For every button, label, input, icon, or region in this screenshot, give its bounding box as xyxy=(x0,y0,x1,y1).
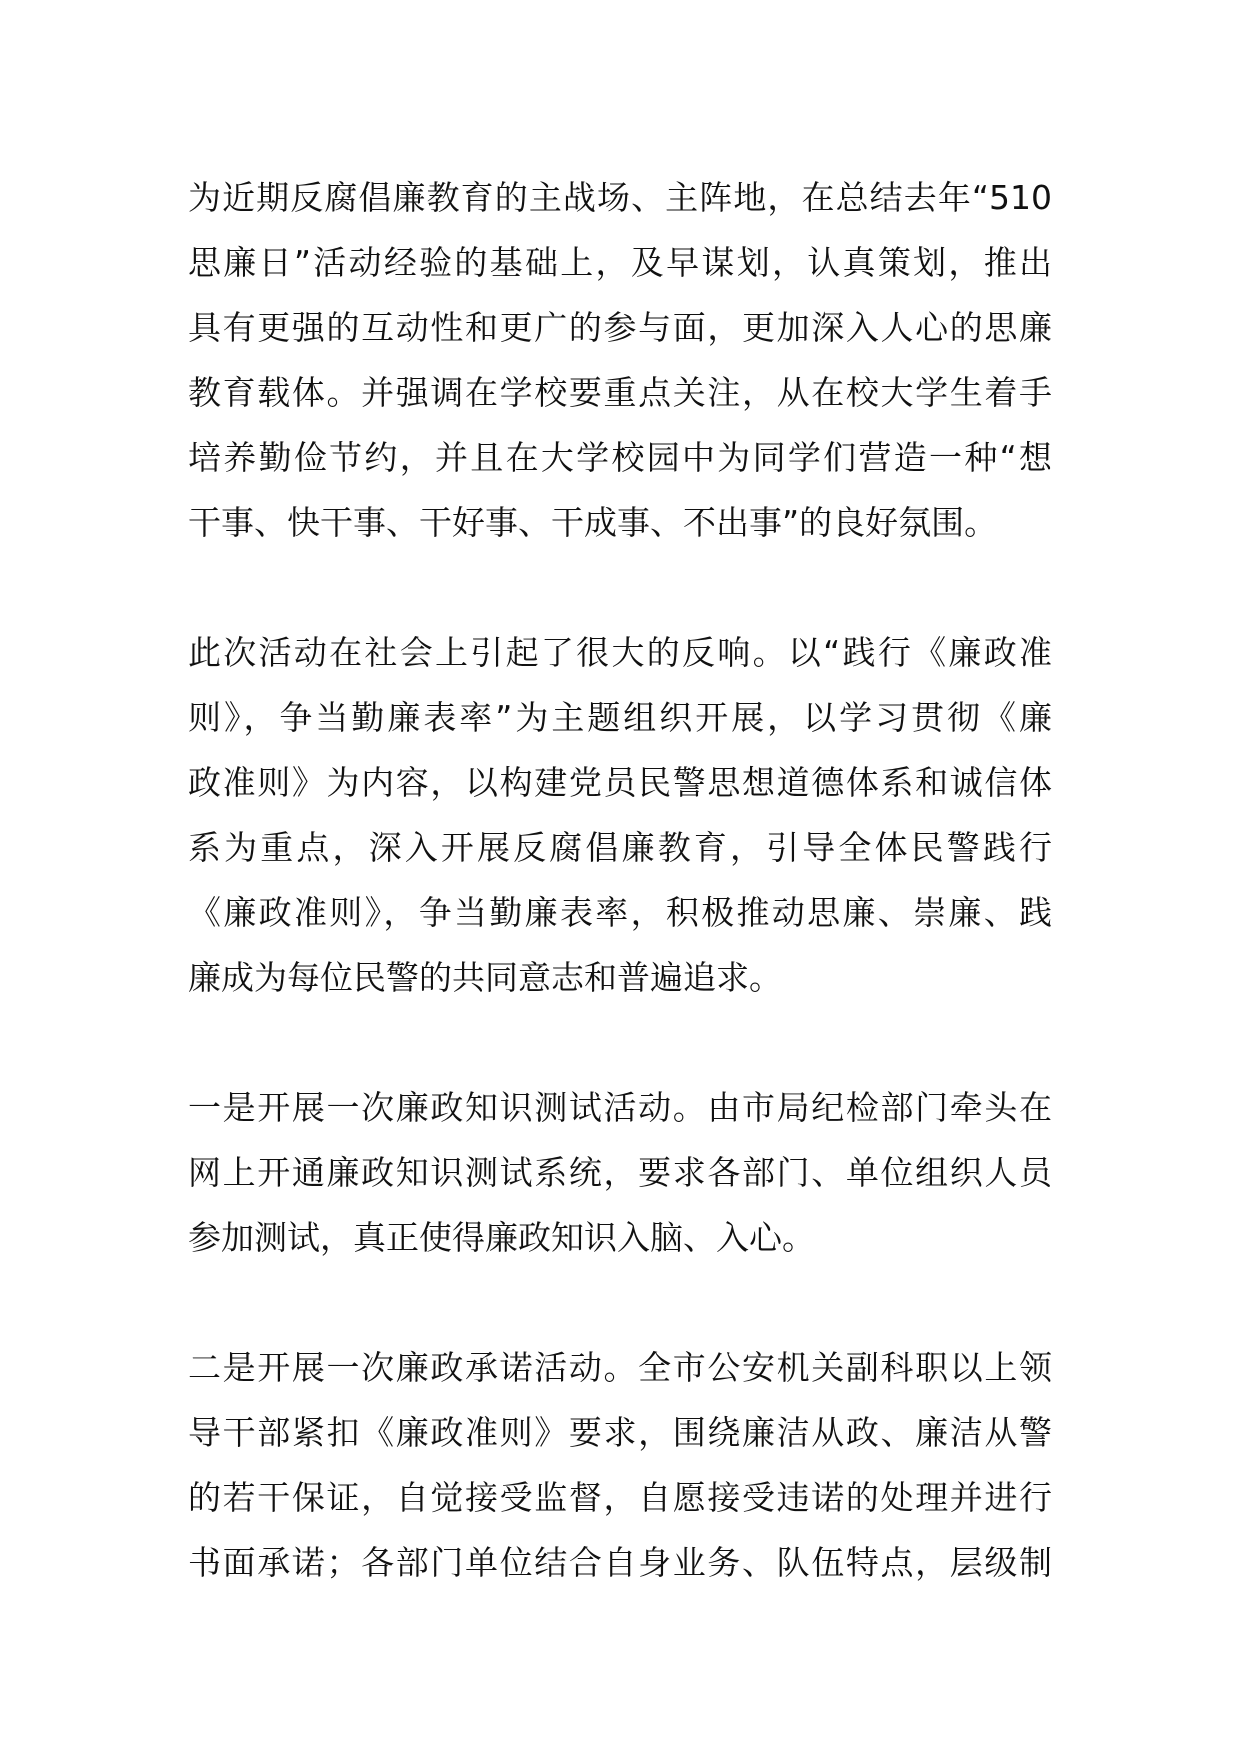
text-line: 干事、快干事、干好事、干成事、不出事”的良好氛围。 xyxy=(188,503,998,542)
text-line: 思廉日”活动经验的基础上，及早谋划，认真策划，推出 xyxy=(188,243,1052,282)
text-line: 具有更强的互动性和更广的参与面，更加深入人心的思廉 xyxy=(188,308,1052,347)
text-line: 教育载体。并强调在学校要重点关注，从在校大学生着手 xyxy=(188,373,1052,412)
text-line: 为近期反腐倡廉教育的主战场、主阵地，在总结去年“510 xyxy=(188,178,1052,217)
text-line: 政准则》为内容，以构建党员民警思想道德体系和诚信体 xyxy=(188,763,1052,802)
text-line: 书面承诺；各部门单位结合自身业务、队伍特点，层级制 xyxy=(188,1543,1052,1582)
text-line: 《廉政准则》，争当勤廉表率，积极推动思廉、崇廉、践 xyxy=(188,893,1052,932)
text-line: 系为重点，深入开展反腐倡廉教育，引导全体民警践行 xyxy=(188,828,1052,867)
text-line: 二是开展一次廉政承诺活动。全市公安机关副科职以上领 xyxy=(188,1348,1052,1387)
paragraph xyxy=(188,1335,1052,1595)
text-line: 则》，争当勤廉表率”为主题组织开展，以学习贯彻《廉 xyxy=(188,698,1052,737)
paragraph xyxy=(188,620,1052,1010)
text-line: 培养勤俭节约，并且在大学校园中为同学们营造一种“想 xyxy=(188,438,1052,477)
text-line: 廉成为每位民警的共同意志和普遍追求。 xyxy=(188,958,782,997)
text-line: 导干部紧扣《廉政准则》要求，围绕廉洁从政、廉洁从警 xyxy=(188,1413,1052,1452)
paragraph xyxy=(188,165,1052,555)
text-line: 一是开展一次廉政知识测试活动。由市局纪检部门牵头在 xyxy=(188,1088,1052,1127)
text-line: 的若干保证，自觉接受监督，自愿接受违诺的处理并进行 xyxy=(188,1478,1052,1517)
text-line: 此次活动在社会上引起了很大的反响。以“践行《廉政准 xyxy=(188,633,1052,672)
body-text xyxy=(188,165,1052,1660)
paragraph xyxy=(188,1075,1052,1270)
text-line: 参加测试，真正使得廉政知识入脑、入心。 xyxy=(188,1218,815,1257)
text-line: 网上开通廉政知识测试系统，要求各部门、单位组织人员 xyxy=(188,1153,1052,1192)
